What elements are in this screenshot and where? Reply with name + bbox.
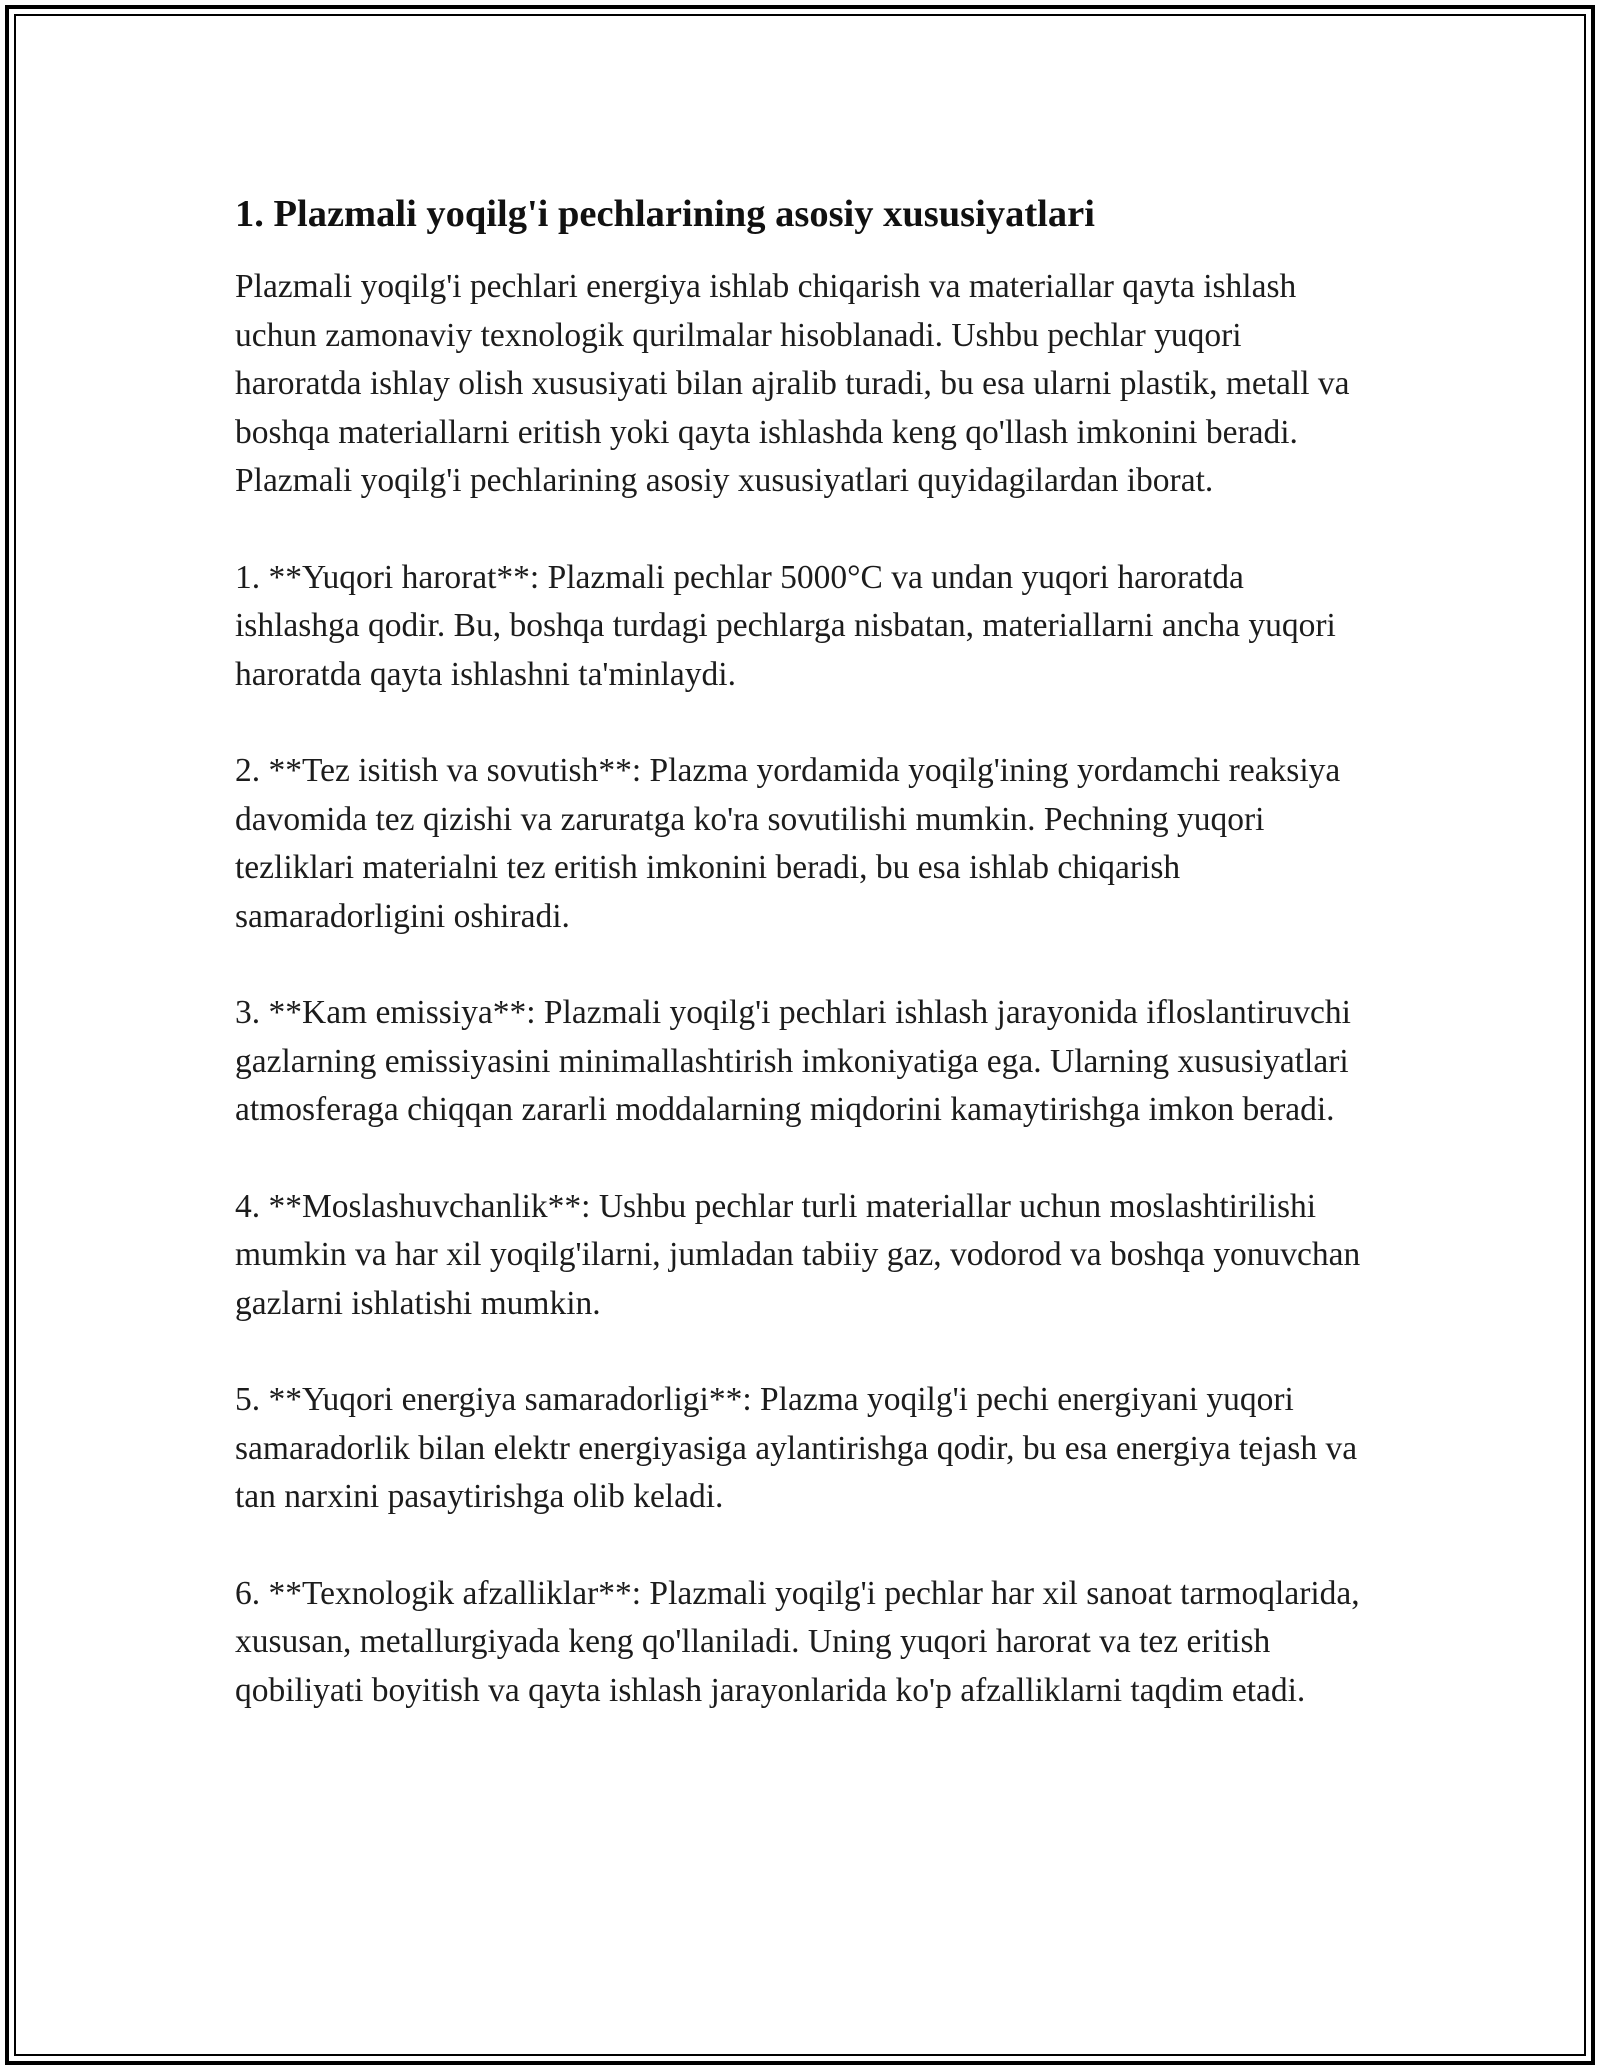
document-body — [235, 185, 1365, 1763]
feature-paragraph-2: 2. **Tez isitish va sovutish**: Plazma yordamida yoqilg'ining yordamchi reaksiya davomida tez qizishi va zaruratga ko'ra sovutilishi mumkin. Pechning yuqori tezliklari materialni tez eritish imkonini beradi, bu esa ishlab chiqarish samaradorligini oshiradi. — [235, 752, 1341, 935]
feature-paragraph-5: 5. **Yuqori energiya samaradorligi**: Plazma yoqilg'i pechi energiyani yuqori samaradorlik bilan elektr energiyasiga aylantirishga qodir, bu esa energiya tejash va tan narxini pasaytirishga olib keladi. — [235, 1381, 1358, 1515]
feature-paragraph-3: 3. **Kam emissiya**: Plazmali yoqilg'i pechlari ishlash jarayonida ifloslantiruvchi gazlarning emissiyasini minimallashtirish imkoniyatiga ega. Ularning xususiyatlari atmosferaga chiqqan zararli moddalarning miqdorini kamaytirishga imkon beradi. — [235, 994, 1351, 1128]
feature-paragraph-1: 1. **Yuqori harorat**: Plazmali pechlar 5000°C va undan yuqori haroratda ishlashga qodir. Bu, boshqa turdagi pechlarga nisbatan, materiallarni ancha yuqori haroratda qayta ishlashni ta'minlaydi. — [235, 558, 1336, 693]
document-title: 1. Plazmali yoqilg'i pechlarining asosiy xususiyatlari — [235, 193, 1095, 235]
feature-paragraph-4: 4. **Moslashuvchanlik**: Ushbu pechlar turli materiallar uchun moslashtirilishi mumkin va har xil yoqilg'ilarni, jumladan tabiiy gaz, vodorod va boshqa yonuvchan gazlarni ishlatishi mumkin. — [235, 1187, 1361, 1322]
intro-paragraph: Plazmali yoqilg'i pechlari energiya ishlab chiqarish va materiallar qayta ishlash uchun zamonaviy texnologik qurilmalar hisoblanadi. Ushbu pechlar yuqori haroratda ishlay olish xususiyati bilan ajralib turadi, bu esa ularni plastik, metall va boshqa materiallarni eritish yoki qayta ishlashda keng qo'llash imkonini beradi. Plazmali yoqilg'i pechlarining asosiy xususiyatlari quyidagilardan iborat. — [235, 268, 1350, 499]
feature-paragraph-6: 6. **Texnologik afzalliklar**: Plazmali yoqilg'i pechlar har xil sanoat tarmoqlarida, xususan, metallurgiyada keng qo'llaniladi. Uning yuqori harorat va tez eritish qobiliyati boyitish va qayta ishlash jarayonlarida ko'p afzalliklarni taqdim etadi. — [235, 1574, 1360, 1709]
